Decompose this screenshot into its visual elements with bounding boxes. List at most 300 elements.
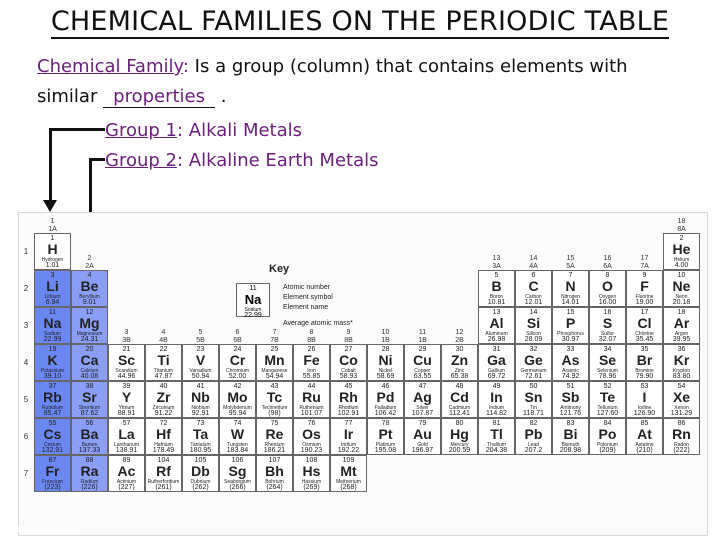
element-number: 23 bbox=[196, 346, 205, 353]
group-iupac: 6A bbox=[603, 263, 612, 270]
element-mass: 47.87 bbox=[154, 373, 173, 380]
definition-line-2 bbox=[37, 86, 227, 108]
key-number: 11 bbox=[249, 285, 257, 292]
group-iupac: 6B bbox=[233, 337, 242, 344]
element-symbol: Cr bbox=[229, 352, 246, 368]
element-name: Chromium bbox=[225, 368, 250, 374]
element-mass: 83.80 bbox=[672, 373, 691, 380]
element-cell-bh bbox=[256, 455, 293, 492]
element-cell-in bbox=[478, 381, 515, 418]
group-label-11 bbox=[404, 329, 441, 345]
element-number: 15 bbox=[566, 309, 575, 316]
element-symbol: Xe bbox=[672, 389, 691, 405]
element-name: Molybdenum bbox=[223, 405, 252, 411]
element-name: Technetium bbox=[261, 405, 288, 411]
element-mass: 200.59 bbox=[448, 447, 471, 454]
element-symbol: V bbox=[195, 352, 206, 368]
element-cell-bi bbox=[552, 418, 589, 455]
group-label-10 bbox=[367, 329, 404, 345]
element-number: 74 bbox=[233, 420, 242, 427]
element-number: 49 bbox=[492, 383, 501, 390]
element-symbol: Fe bbox=[303, 352, 320, 368]
element-symbol: As bbox=[561, 352, 580, 368]
element-name: Scandium bbox=[115, 368, 138, 374]
element-name: Calcium bbox=[80, 368, 99, 374]
key-sample-cell bbox=[236, 283, 270, 317]
element-mass: 196.97 bbox=[411, 447, 434, 454]
element-number: 76 bbox=[307, 420, 316, 427]
element-mass: 88.91 bbox=[117, 410, 136, 417]
element-symbol: Mt bbox=[340, 463, 357, 479]
element-number: 37 bbox=[48, 383, 57, 390]
element-name: Arsenic bbox=[562, 368, 579, 374]
element-cell-fe bbox=[293, 344, 330, 381]
element-cell-si bbox=[515, 307, 552, 344]
element-symbol: Rf bbox=[156, 463, 171, 479]
element-mass: 92.91 bbox=[191, 410, 210, 417]
period-label-6: 6 bbox=[23, 432, 29, 441]
element-name: Meitnerium bbox=[336, 479, 361, 485]
element-symbol: Rb bbox=[43, 389, 62, 405]
element-name: Dubnium bbox=[190, 479, 211, 485]
element-cell-fr bbox=[34, 455, 71, 492]
element-symbol: Ta bbox=[192, 426, 209, 442]
element-symbol: H bbox=[47, 241, 58, 257]
element-cell-tl bbox=[478, 418, 515, 455]
element-symbol: In bbox=[490, 389, 503, 405]
element-cell-te bbox=[589, 381, 626, 418]
element-symbol: Na bbox=[43, 315, 62, 331]
element-symbol: Db bbox=[191, 463, 210, 479]
element-mass: (266) bbox=[229, 484, 246, 491]
element-mass: 39.95 bbox=[672, 336, 691, 343]
group-label-7 bbox=[256, 329, 293, 345]
element-mass: (223) bbox=[44, 484, 61, 491]
period-label-3: 3 bbox=[23, 321, 29, 330]
element-name: Helium bbox=[673, 257, 690, 263]
element-number: 30 bbox=[455, 346, 464, 353]
element-number: 36 bbox=[677, 346, 686, 353]
element-mass: (264) bbox=[266, 484, 283, 491]
element-symbol: Si bbox=[526, 315, 541, 331]
element-number: 24 bbox=[233, 346, 242, 353]
element-name: Indium bbox=[488, 405, 504, 411]
key-label-atomic-mass: Average atomic mass* bbox=[283, 320, 353, 327]
group-number: 2 bbox=[87, 255, 92, 262]
key-name: Sodium bbox=[244, 307, 262, 313]
element-symbol: Tl bbox=[490, 426, 503, 442]
element-symbol: Ti bbox=[157, 352, 170, 368]
element-number: 56 bbox=[85, 420, 94, 427]
element-number: 2 bbox=[679, 235, 684, 242]
group-label-4 bbox=[145, 329, 182, 345]
element-cell-v bbox=[182, 344, 219, 381]
element-symbol: Cl bbox=[637, 315, 652, 331]
element-number: 6 bbox=[531, 272, 536, 279]
element-mass: 87.62 bbox=[80, 410, 99, 417]
element-name: Sodium bbox=[44, 331, 61, 337]
element-symbol: Sr bbox=[82, 389, 97, 405]
element-cell-na bbox=[34, 307, 71, 344]
element-symbol: W bbox=[230, 426, 245, 442]
element-cell-ge bbox=[515, 344, 552, 381]
element-symbol: Mo bbox=[227, 389, 248, 405]
element-symbol: Sn bbox=[524, 389, 543, 405]
element-number: 54 bbox=[677, 383, 686, 390]
element-symbol: O bbox=[602, 278, 613, 294]
element-name: Cesium bbox=[44, 442, 61, 448]
element-mass: 207.2 bbox=[524, 447, 543, 454]
element-symbol: Be bbox=[80, 278, 99, 294]
element-number: 28 bbox=[381, 346, 390, 353]
element-cell-s bbox=[589, 307, 626, 344]
group-number: 9 bbox=[346, 329, 351, 336]
element-symbol: Nb bbox=[191, 389, 210, 405]
element-cell-la bbox=[108, 418, 145, 455]
element-cell-pd bbox=[367, 381, 404, 418]
element-cell-po bbox=[589, 418, 626, 455]
key-mass: 22.99 bbox=[244, 312, 262, 319]
copyright-text: © Tangstar Science bbox=[8, 525, 78, 534]
element-number: 88 bbox=[85, 457, 94, 464]
element-cell-ba bbox=[71, 418, 108, 455]
group-label-16 bbox=[589, 255, 626, 271]
element-symbol: La bbox=[118, 426, 135, 442]
element-number: 33 bbox=[566, 346, 575, 353]
element-name: Rhodium bbox=[338, 405, 359, 411]
group-number: 8 bbox=[309, 329, 314, 336]
element-cell-kr bbox=[663, 344, 700, 381]
element-name: Silicon bbox=[526, 331, 541, 337]
element-symbol: Re bbox=[265, 426, 284, 442]
element-cell-y bbox=[108, 381, 145, 418]
element-name: Nickel bbox=[378, 368, 393, 374]
group-iupac: 2A bbox=[85, 263, 94, 270]
element-name: Iron bbox=[307, 368, 316, 374]
element-name: Antimony bbox=[560, 405, 581, 411]
element-number: 55 bbox=[48, 420, 57, 427]
element-name: Carbon bbox=[525, 294, 542, 300]
element-name: Silver bbox=[416, 405, 429, 411]
element-number: 84 bbox=[603, 420, 612, 427]
element-mass: 4.00 bbox=[674, 262, 689, 269]
element-cell-ca bbox=[71, 344, 108, 381]
group1-arrow-horizontal bbox=[49, 128, 105, 131]
element-symbol: Bh bbox=[265, 463, 284, 479]
element-mass: 186.21 bbox=[263, 447, 286, 454]
element-name: Gallium bbox=[488, 368, 505, 374]
element-name: Polonium bbox=[597, 442, 618, 448]
element-symbol: Pd bbox=[376, 389, 395, 405]
element-mass: 32.07 bbox=[598, 336, 617, 343]
element-symbol: Br bbox=[636, 352, 653, 368]
element-mass: 190.23 bbox=[300, 447, 323, 454]
definition-colon: : bbox=[182, 56, 189, 77]
element-mass: 138.91 bbox=[115, 447, 138, 454]
group-label-14 bbox=[515, 255, 552, 271]
element-symbol: Li bbox=[46, 278, 59, 294]
element-name: Beryllium bbox=[79, 294, 100, 300]
element-cell-cu bbox=[404, 344, 441, 381]
element-number: 9 bbox=[642, 272, 647, 279]
group-number: 14 bbox=[529, 255, 538, 262]
element-number: 108 bbox=[305, 457, 318, 464]
element-symbol: Ga bbox=[487, 352, 506, 368]
element-number: 46 bbox=[381, 383, 390, 390]
element-name: Lanthanum bbox=[113, 442, 140, 448]
group-label-12 bbox=[441, 329, 478, 345]
element-mass: 95.94 bbox=[228, 410, 247, 417]
group-iupac: 1B bbox=[418, 337, 427, 344]
element-number: 38 bbox=[85, 383, 94, 390]
element-cell-h bbox=[34, 233, 71, 270]
element-number: 43 bbox=[270, 383, 279, 390]
group1-arrow-vertical bbox=[49, 128, 52, 202]
element-number: 34 bbox=[603, 346, 612, 353]
element-cell-ta bbox=[182, 418, 219, 455]
element-cell-li bbox=[34, 270, 71, 307]
element-cell-be bbox=[71, 270, 108, 307]
group-iupac: 5B bbox=[196, 337, 205, 344]
element-mass: 19.00 bbox=[635, 299, 654, 306]
element-mass: 35.45 bbox=[635, 336, 654, 343]
element-mass: 22.99 bbox=[43, 336, 62, 343]
group-number: 12 bbox=[455, 329, 464, 336]
element-number: 75 bbox=[270, 420, 279, 427]
group-number: 18 bbox=[677, 218, 686, 225]
element-name: Xenon bbox=[674, 405, 689, 411]
element-cell-sg bbox=[219, 455, 256, 492]
element-name: Barium bbox=[81, 442, 98, 448]
element-mass: 30.97 bbox=[561, 336, 580, 343]
element-mass: 54.94 bbox=[265, 373, 284, 380]
element-name: Lithium bbox=[44, 294, 61, 300]
element-symbol: Zn bbox=[450, 352, 469, 368]
element-number: 57 bbox=[122, 420, 131, 427]
element-number: 51 bbox=[566, 383, 575, 390]
element-cell-rh bbox=[330, 381, 367, 418]
element-number: 17 bbox=[640, 309, 649, 316]
element-cell-cs bbox=[34, 418, 71, 455]
element-number: 89 bbox=[122, 457, 131, 464]
element-number: 11 bbox=[48, 309, 57, 316]
element-name: Chlorine bbox=[635, 331, 654, 337]
element-mass: 132.91 bbox=[41, 447, 64, 454]
element-mass: 65.38 bbox=[450, 373, 469, 380]
element-name: Cobalt bbox=[341, 368, 356, 374]
element-cell-tc bbox=[256, 381, 293, 418]
element-cell-sn bbox=[515, 381, 552, 418]
element-symbol: Hf bbox=[156, 426, 171, 442]
group-label-3 bbox=[108, 329, 145, 345]
element-symbol: F bbox=[640, 278, 649, 294]
group1-label: Group 1 bbox=[105, 120, 177, 141]
element-number: 72 bbox=[159, 420, 168, 427]
element-cell-pt bbox=[367, 418, 404, 455]
element-symbol: Ge bbox=[524, 352, 543, 368]
element-number: 45 bbox=[344, 383, 353, 390]
element-number: 4 bbox=[87, 272, 92, 279]
element-number: 53 bbox=[640, 383, 649, 390]
element-name: Actinium bbox=[116, 479, 137, 485]
element-symbol: Ni bbox=[378, 352, 393, 368]
element-mass: (261) bbox=[155, 484, 172, 491]
element-cell-hg bbox=[441, 418, 478, 455]
group-iupac: 7A bbox=[640, 263, 649, 270]
element-cell-he bbox=[663, 233, 700, 270]
element-mass: 78.96 bbox=[598, 373, 617, 380]
element-mass: 137.33 bbox=[78, 447, 101, 454]
element-symbol: Hg bbox=[450, 426, 469, 442]
key-title: Key bbox=[269, 263, 290, 275]
group-number: 4 bbox=[161, 329, 166, 336]
element-cell-ag bbox=[404, 381, 441, 418]
element-symbol: Cs bbox=[43, 426, 62, 442]
element-name: Neon bbox=[675, 294, 688, 300]
element-number: 20 bbox=[85, 346, 94, 353]
key-label-element-symbol: Element symbol bbox=[283, 294, 333, 301]
element-number: 32 bbox=[529, 346, 538, 353]
element-symbol: Rh bbox=[339, 389, 358, 405]
element-cell-ra bbox=[71, 455, 108, 492]
key-symbol: Na bbox=[244, 292, 262, 307]
group-label-9 bbox=[330, 329, 367, 345]
element-symbol: Y bbox=[121, 389, 132, 405]
element-number: 13 bbox=[492, 309, 501, 316]
element-symbol: Bi bbox=[563, 426, 578, 442]
element-symbol: N bbox=[565, 278, 576, 294]
element-mass: 118.71 bbox=[523, 410, 544, 417]
element-mass: 10.81 bbox=[487, 299, 506, 306]
element-number: 7 bbox=[568, 272, 573, 279]
group-iupac: 1A bbox=[48, 226, 57, 233]
element-symbol: Ac bbox=[117, 463, 136, 479]
element-number: 78 bbox=[381, 420, 390, 427]
element-number: 8 bbox=[605, 272, 610, 279]
element-name: Oxygen bbox=[598, 294, 617, 300]
element-mass: 106.42 bbox=[374, 410, 397, 417]
element-name: Rubidium bbox=[41, 405, 64, 411]
element-number: 87 bbox=[48, 457, 57, 464]
group-label-2 bbox=[71, 255, 108, 271]
period-label-2: 2 bbox=[23, 284, 29, 293]
element-name: Iodine bbox=[637, 405, 652, 411]
element-cell-mt bbox=[330, 455, 367, 492]
element-mass: 52.00 bbox=[228, 373, 247, 380]
element-mass: 107.87 bbox=[411, 410, 434, 417]
element-number: 44 bbox=[307, 383, 316, 390]
definition-prefix: similar bbox=[37, 86, 104, 107]
element-number: 79 bbox=[418, 420, 427, 427]
element-name: Rhenium bbox=[264, 442, 285, 448]
element-number: 83 bbox=[566, 420, 575, 427]
element-symbol: At bbox=[637, 426, 652, 442]
group-number: 15 bbox=[566, 255, 575, 262]
element-name: Krypton bbox=[672, 368, 691, 374]
group-label-5 bbox=[182, 329, 219, 345]
period-label-4: 4 bbox=[23, 358, 29, 367]
element-name: Magnesium bbox=[76, 331, 103, 337]
element-name: Tellurium bbox=[597, 405, 618, 411]
element-symbol: Se bbox=[598, 352, 617, 368]
group-iupac: 8A bbox=[677, 226, 686, 233]
element-number: 105 bbox=[194, 457, 207, 464]
period-label-1: 1 bbox=[23, 247, 29, 256]
element-cell-b bbox=[478, 270, 515, 307]
element-mass: 91.22 bbox=[154, 410, 173, 417]
element-name: Ruthenium bbox=[299, 405, 324, 411]
element-name: Sulfur bbox=[600, 331, 615, 337]
group-number: 7 bbox=[272, 329, 277, 336]
element-number: 48 bbox=[455, 383, 464, 390]
element-mass: 102.91 bbox=[337, 410, 360, 417]
element-symbol: Ar bbox=[673, 315, 690, 331]
element-name: Rutherfordium bbox=[147, 479, 180, 485]
group-number: 10 bbox=[381, 329, 390, 336]
element-mass: (222) bbox=[673, 447, 690, 454]
element-name: Zinc bbox=[454, 368, 465, 374]
element-symbol: Ca bbox=[80, 352, 99, 368]
element-number: 82 bbox=[529, 420, 538, 427]
element-name: Bromine bbox=[635, 368, 654, 374]
element-cell-al bbox=[478, 307, 515, 344]
element-symbol: Cu bbox=[413, 352, 432, 368]
element-number: 25 bbox=[270, 346, 279, 353]
element-mass: 85.47 bbox=[43, 410, 62, 417]
group-iupac: 8B bbox=[307, 337, 316, 344]
group-number: 3 bbox=[124, 329, 129, 336]
element-mass: 9.01 bbox=[82, 299, 97, 306]
element-name: Yttrium bbox=[118, 405, 135, 411]
element-cell-rf bbox=[145, 455, 182, 492]
element-name: Phosphorus bbox=[557, 331, 584, 337]
group1-text: : Alkali Metals bbox=[176, 120, 303, 141]
element-number: 50 bbox=[529, 383, 538, 390]
element-number: 73 bbox=[196, 420, 205, 427]
element-cell-sc bbox=[108, 344, 145, 381]
element-mass: (227) bbox=[118, 484, 135, 491]
element-mass: 58.93 bbox=[339, 373, 358, 380]
element-name: Tantalum bbox=[190, 442, 211, 448]
element-symbol: S bbox=[602, 315, 613, 331]
element-mass: 28.09 bbox=[524, 336, 543, 343]
element-number: 104 bbox=[157, 457, 170, 464]
group-iupac: 4A bbox=[529, 263, 538, 270]
element-cell-mn bbox=[256, 344, 293, 381]
group-iupac: 8B bbox=[344, 337, 353, 344]
element-symbol: Sb bbox=[561, 389, 580, 405]
element-name: Francium bbox=[42, 479, 63, 485]
element-mass: 112.41 bbox=[449, 410, 470, 417]
element-mass: (269) bbox=[303, 484, 320, 491]
element-cell-ac bbox=[108, 455, 145, 492]
element-number: 85 bbox=[640, 420, 649, 427]
element-symbol: Mn bbox=[264, 352, 285, 368]
element-mass: 50.94 bbox=[191, 373, 210, 380]
definition-term: Chemical Family bbox=[37, 56, 183, 77]
element-mass: (268) bbox=[340, 484, 357, 491]
definition-suffix: . bbox=[215, 86, 227, 107]
element-mass: 69.72 bbox=[487, 373, 506, 380]
element-cell-ar bbox=[663, 307, 700, 344]
element-name: Mercury bbox=[450, 442, 469, 448]
element-cell-rn bbox=[663, 418, 700, 455]
element-symbol: I bbox=[642, 389, 647, 405]
element-cell-p bbox=[552, 307, 589, 344]
element-cell-au bbox=[404, 418, 441, 455]
element-name: Iridium bbox=[340, 442, 356, 448]
group-label-18 bbox=[663, 218, 700, 234]
